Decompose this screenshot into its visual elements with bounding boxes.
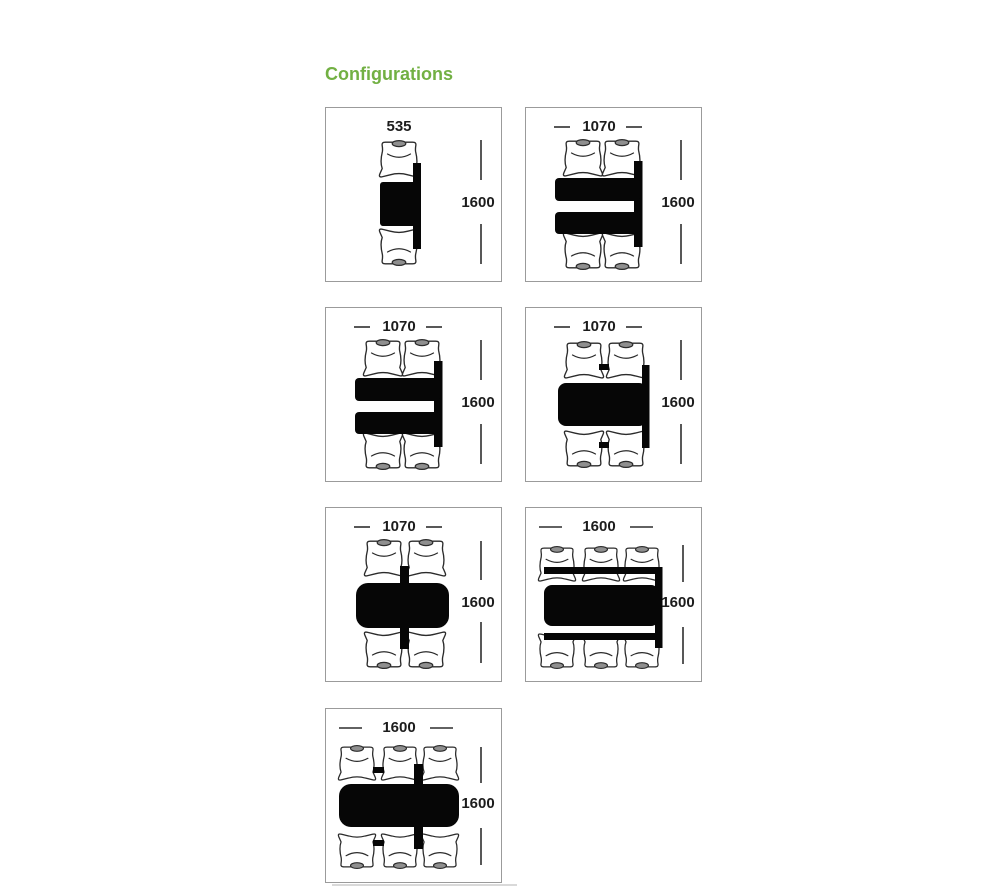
width-dimension-label: 1070 [382,318,416,335]
chair-icon [421,834,458,868]
height-dimension-label: 1600 [661,194,695,211]
connector-rail [634,161,643,247]
chair-icon [538,547,575,581]
width-dimension-label: 1070 [582,318,616,335]
config-tile-1070-bars [525,107,702,282]
chair-icon [563,140,602,176]
height-dimension-label: 1600 [461,394,495,411]
seat-connector [544,567,660,574]
height-dimension-label: 1600 [461,594,495,611]
page-title: Configurations [325,64,453,84]
table-shape [555,178,640,201]
width-dimension-label: 1600 [582,518,616,535]
height-dimension-label: 1600 [461,795,495,812]
table-shape [380,182,420,226]
chair-icon [406,540,445,576]
table-shape [356,583,449,628]
section-divider [332,884,517,886]
width-dimension-label: 1600 [382,719,416,736]
chair-icon [406,632,445,668]
config-tile-1070-bars [325,307,502,482]
chair-icon [338,746,375,780]
chair-icon [338,834,375,868]
seat-connector [373,767,384,773]
config-tile-1070-solid [525,307,702,482]
chair-icon [363,340,402,376]
config-tile-1070-centre [325,507,502,682]
seat-connector [599,364,609,370]
height-dimension-label: 1600 [661,394,695,411]
table-shape [555,212,640,234]
seat-connector [599,442,609,448]
chair-icon [364,540,403,576]
chair-icon [421,746,458,780]
chair-icon [379,141,418,177]
width-dimension-label: 1070 [582,118,616,135]
config-tile-535 [325,107,502,282]
table-shape [558,383,647,426]
width-dimension-label: 1070 [382,518,416,535]
table-shape [355,412,440,434]
chair-icon [582,547,619,581]
height-dimension-label: 1600 [661,594,695,611]
chair-icon [364,632,403,668]
table-shape [355,378,440,401]
centre-post [414,764,423,787]
chair-icon [563,233,602,269]
connector-rail [434,361,443,447]
chair-icon [564,342,603,378]
chair-icon [606,342,645,378]
seat-connector [373,840,384,846]
centre-post [400,625,409,649]
chair-icon [381,746,418,780]
chair-icon [381,834,418,868]
chair-icon [606,431,645,467]
chair-icon [564,431,603,467]
seat-connector [544,633,660,640]
height-dimension-label: 1600 [461,194,495,211]
config-tile-1600-rail [525,507,702,682]
table-shape [339,784,459,827]
table-shape [544,585,659,626]
config-tile-1600-centre [325,708,502,883]
chair-icon [379,229,418,265]
width-dimension-label: 535 [386,118,412,135]
chair-icon [363,433,402,469]
